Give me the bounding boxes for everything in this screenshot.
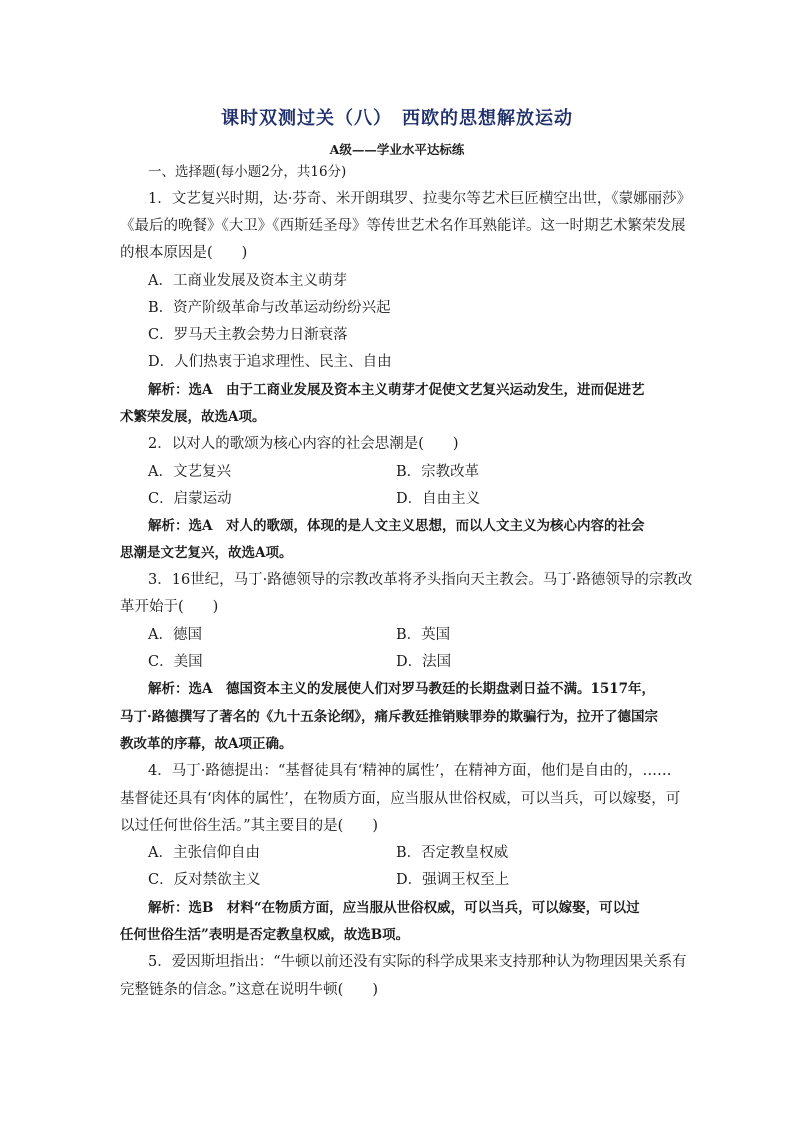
question-4-line-1: 4．马丁·路德提出：“基督徒具有‘精神的属性’，在精神方面，他们是自由的，…… (148, 763, 672, 779)
question-4-option-d: D．强调王权至上 (396, 872, 510, 888)
page-subtitle: A级——学业水平达标练 (329, 142, 465, 157)
question-1-line-2: 《最后的晚餐》《大卫》《西斯廷圣母》等传世艺术名作耳熟能详。这一时期艺术繁荣发展 (120, 218, 686, 234)
question-3-analysis-line-2: 马丁·路德撰写了著名的《九十五条论纲》，痛斥教廷推销赎罪券的欺骗行为，拉开了德国宗 (120, 709, 658, 725)
question-4-line-2: 基督徒还具有‘肉体的属性’，在物质方面，应当服从世俗权威，可以当兵，可以嫁娶，可 (120, 791, 681, 807)
question-1-analysis-line-2: 术繁荣发展，故选A项。 (120, 409, 266, 425)
question-1-analysis-line-1: 解析：选A 由于工商业发展及资本主义萌芽才促使文艺复兴运动发生，进而促进艺 (148, 382, 645, 398)
question-4-option-a: A．主张信仰自由 (148, 845, 260, 861)
question-5-line-1: 5．爱因斯坦指出：“牛顿以前还没有实际的科学成果来支持那种认为物理因果关系有 (148, 954, 687, 970)
question-1-option-d: D．人们热衷于追求理性、民主、自由 (148, 354, 392, 370)
question-4-option-c: C．反对禁欲主义 (148, 872, 261, 888)
question-3-analysis-line-1: 解析：选A 德国资本主义的发展使人们对罗马教廷的长期盘剥日益不满。1517年， (148, 681, 656, 697)
question-3-analysis-line-3: 教改革的序幕，故A项正确。 (120, 736, 293, 752)
question-2-line-1: 2．以对人的歌颂为核心内容的社会思潮是( ) (148, 436, 459, 452)
question-4-option-b: B．否定教皇权威 (396, 845, 509, 861)
question-1-option-c: C．罗马天主教会势力日渐衰落 (148, 327, 348, 343)
question-2-analysis-line-1: 解析：选A 对人的歌颂，体现的是人文主义思想，而以人文主义为核心内容的社会 (148, 518, 645, 534)
question-4-line-3: 以过任何世俗生活。”其主要目的是( ) (120, 818, 378, 834)
section-heading: 一、选择题(每小题2分，共16分) (148, 164, 347, 180)
question-1-line-3: 的根本原因是( ) (120, 245, 248, 261)
question-1-line-1: 1．文艺复兴时期，达·芬奇、米开朗琪罗、拉斐尔等艺术巨匠横空出世，《蒙娜丽莎》 (148, 191, 692, 207)
question-5-line-2: 完整链条的信念。”这意在说明牛顿( ) (120, 982, 378, 998)
question-1-option-b: B．资产阶级革命与改革运动纷纷兴起 (148, 300, 391, 316)
question-2-option-a: A．文艺复兴 (148, 464, 231, 480)
question-2-option-b: B．宗教改革 (396, 464, 480, 480)
page-title: 课时双测过关（八） 西欧的思想解放运动 (221, 108, 573, 129)
question-2-option-d: D．自由主义 (396, 491, 481, 507)
question-2-analysis-line-2: 思潮是文艺复兴，故选A项。 (120, 545, 293, 561)
question-3-option-d: D．法国 (396, 654, 452, 670)
question-3-line-2: 革开始于( ) (120, 599, 219, 615)
question-4-analysis-line-1: 解析：选B 材料“在物质方面，应当服从世俗权威，可以当兵，可以嫁娶，可以过 (148, 900, 640, 916)
question-2-option-c: C．启蒙运动 (148, 491, 232, 507)
question-3-option-a: A．德国 (148, 627, 202, 643)
question-3-line-1: 3．16世纪，马丁·路德领导的宗教改革将矛头指向天主教会。马丁·路德领导的宗教改 (148, 572, 693, 588)
question-4-analysis-line-2: 任何世俗生活”表明是否定教皇权威，故选B项。 (120, 927, 410, 943)
question-1-option-a: A．工商业发展及资本主义萌芽 (148, 273, 347, 289)
question-3-option-c: C．美国 (148, 654, 203, 670)
question-3-option-b: B．英国 (396, 627, 451, 643)
